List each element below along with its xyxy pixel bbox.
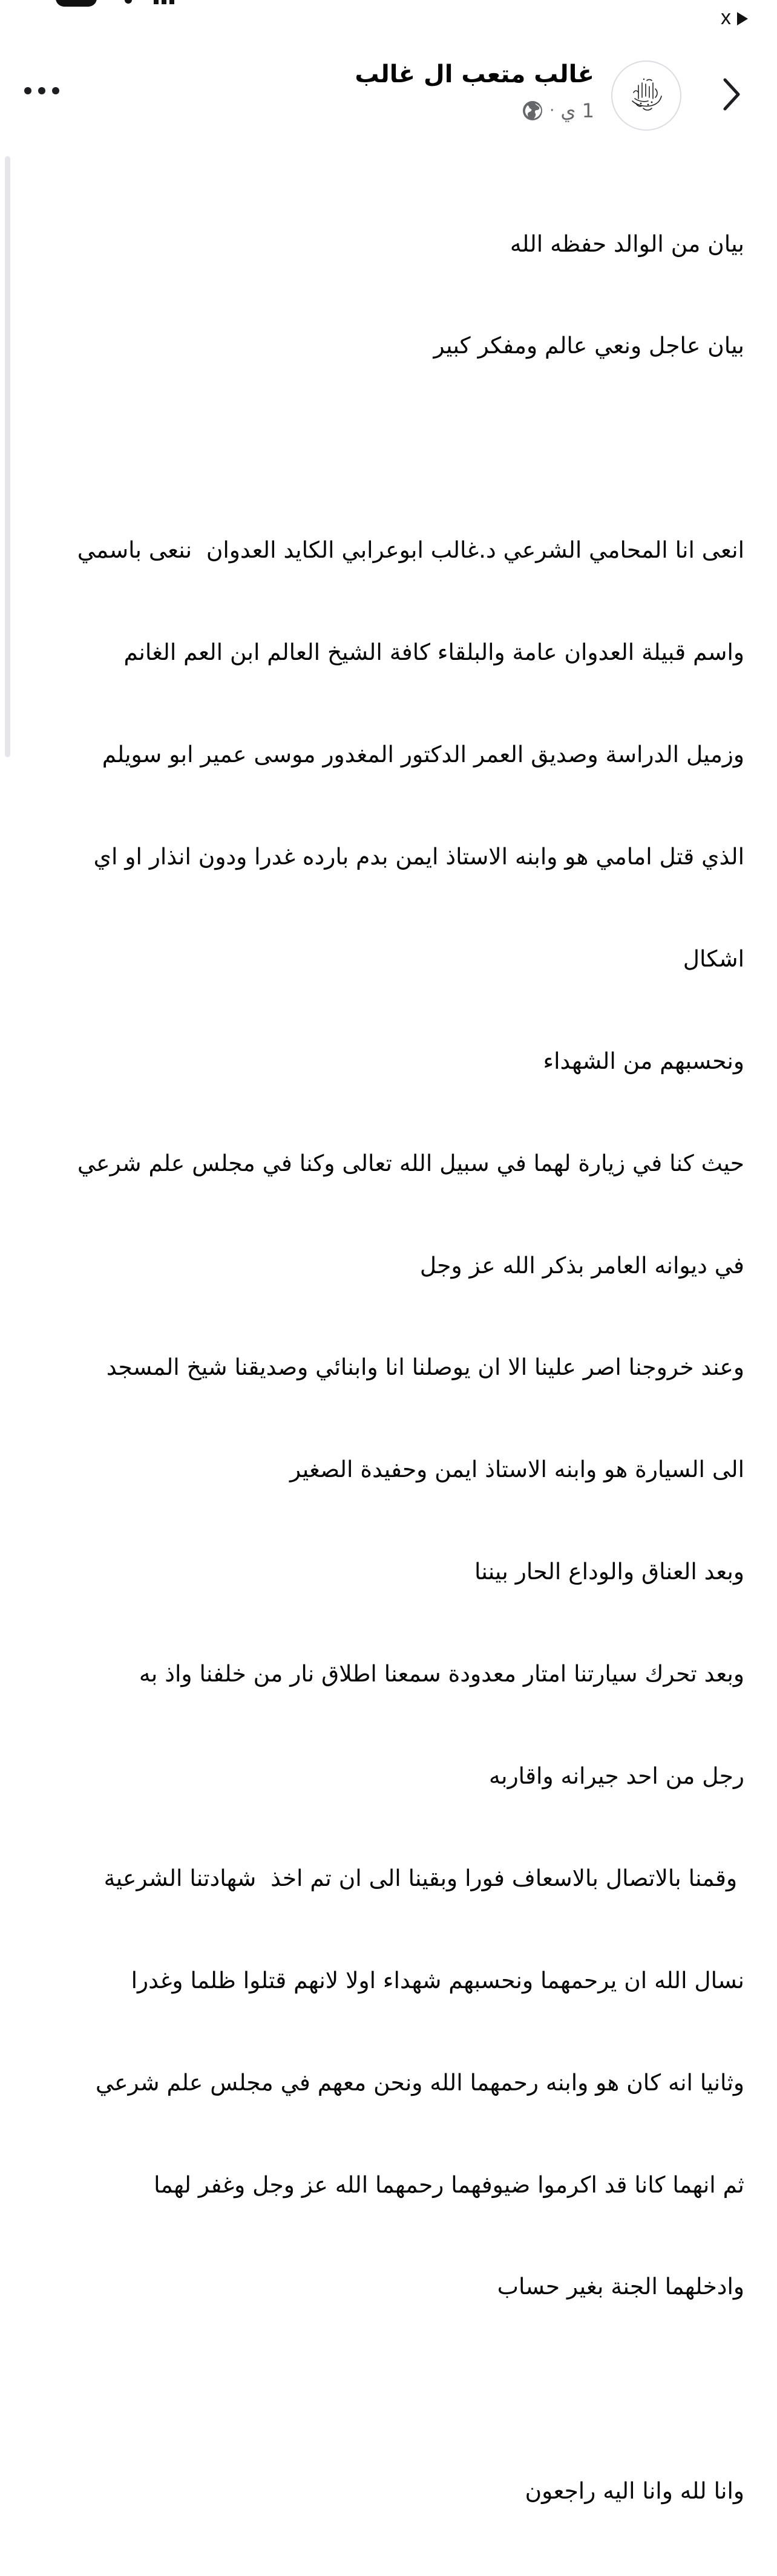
post-closing-block xyxy=(24,2406,744,2576)
ad-choices[interactable] xyxy=(721,6,748,30)
post-text-line: وزميل الدراسة وصديق العمر الدكتور المغدور موسى عمير ابو سويلم xyxy=(102,741,744,768)
post-text-line: وبعد تحرك سيارتنا امتار معدودة سمعنا اطلاق نار من خلفنا واذ به xyxy=(139,1660,744,1687)
post-text-line: نسال الله ان يرحمهما ونحسبهم شهداء اولا لانهم قتلوا ظلما وغدرا xyxy=(131,1966,744,1994)
post-text-line: الذي قتل امامي هو وابنه الاستاذ ايمن بدم بارده غدرا ودون انذار او اي xyxy=(93,843,744,870)
post-timestamp[interactable]: 1 ي xyxy=(560,99,594,122)
signal-bars-icon xyxy=(154,0,174,4)
post-text-line: ثم انهما كانا قد اكرموا ضيوفهما رحمهما الله عز وجل وغفر لهما xyxy=(154,2171,744,2198)
globe-icon[interactable] xyxy=(522,100,543,122)
post-text-line: الى السيارة هو وابنه الاستاذ ايمن وحفيدة الصغير xyxy=(290,1456,744,1483)
post-text-line: في ديوانه العامر بذكر الله عز وجل xyxy=(419,1251,744,1279)
post-text-line: واسم قبيلة العدوان عامة والبلقاء كافة الشيخ العالم ابن العم الغانم xyxy=(123,639,744,666)
author-avatar[interactable] xyxy=(611,60,681,131)
meta-separator: · xyxy=(549,102,555,120)
post-text-line: وعند خروجنا اصر علينا الا ان يوصلنا انا وابنائي وصديقنا شيخ المسجد xyxy=(106,1354,744,1381)
author-name[interactable]: غالب متعب ال غالب xyxy=(355,60,594,88)
post-text-line: وبعد العناق والوداع الحار بيننا xyxy=(474,1558,744,1585)
paragraph-gap xyxy=(24,2372,744,2405)
ad-close-label[interactable]: x xyxy=(721,6,731,29)
status-dot-icon xyxy=(125,0,132,4)
post-main-block xyxy=(24,465,744,2372)
post-title-line: بيان من الوالد حفظه الله xyxy=(510,230,744,257)
post-subtitle-line: بيان عاجل ونعي عالم ومفكر كبير xyxy=(433,332,744,359)
post-meta xyxy=(522,99,594,122)
more-icon[interactable] xyxy=(24,87,59,94)
post-body xyxy=(24,158,744,2576)
post-text-line: انعى انا المحامي الشرعي د.غالب ابوعرابي الكايد العدوان ننعى باسمي xyxy=(77,536,744,564)
paragraph-gap xyxy=(24,431,744,465)
post-text-line: وادخلهما الجنة بغير حساب xyxy=(497,2273,744,2300)
post-text-line: ونحسبهم من الشهداء xyxy=(543,1047,744,1074)
post-text-line: حيث كنا في زيارة لهما في سبيل الله تعالى وكنا في مجلس علم شرعي xyxy=(77,1149,744,1176)
post-closing-line: وانا لله وانا اليه راجعون xyxy=(525,2477,744,2505)
status-bar-fragment xyxy=(56,0,189,8)
post-text-line: اشكال xyxy=(683,945,744,972)
scrollbar[interactable] xyxy=(5,156,10,757)
status-pill-icon xyxy=(56,0,97,7)
post-text-line: وثانيا انه كان هو وابنه رحمهما الله ونحن معهم في مجلس علم شرعي xyxy=(95,2069,744,2096)
post-text-line: رجل من احد جيرانه واقاربه xyxy=(489,1762,744,1789)
chevron-icon[interactable] xyxy=(719,76,743,112)
ad-choices-icon[interactable] xyxy=(737,12,748,25)
calligraphy-seal-icon xyxy=(625,74,667,117)
post-title-block xyxy=(24,158,744,431)
post-header xyxy=(0,58,777,131)
post-text-line: وقمنا بالاتصال بالاسعاف فورا وبقينا الى ان تم اخذ شهادتنا الشرعية xyxy=(103,1864,744,1891)
